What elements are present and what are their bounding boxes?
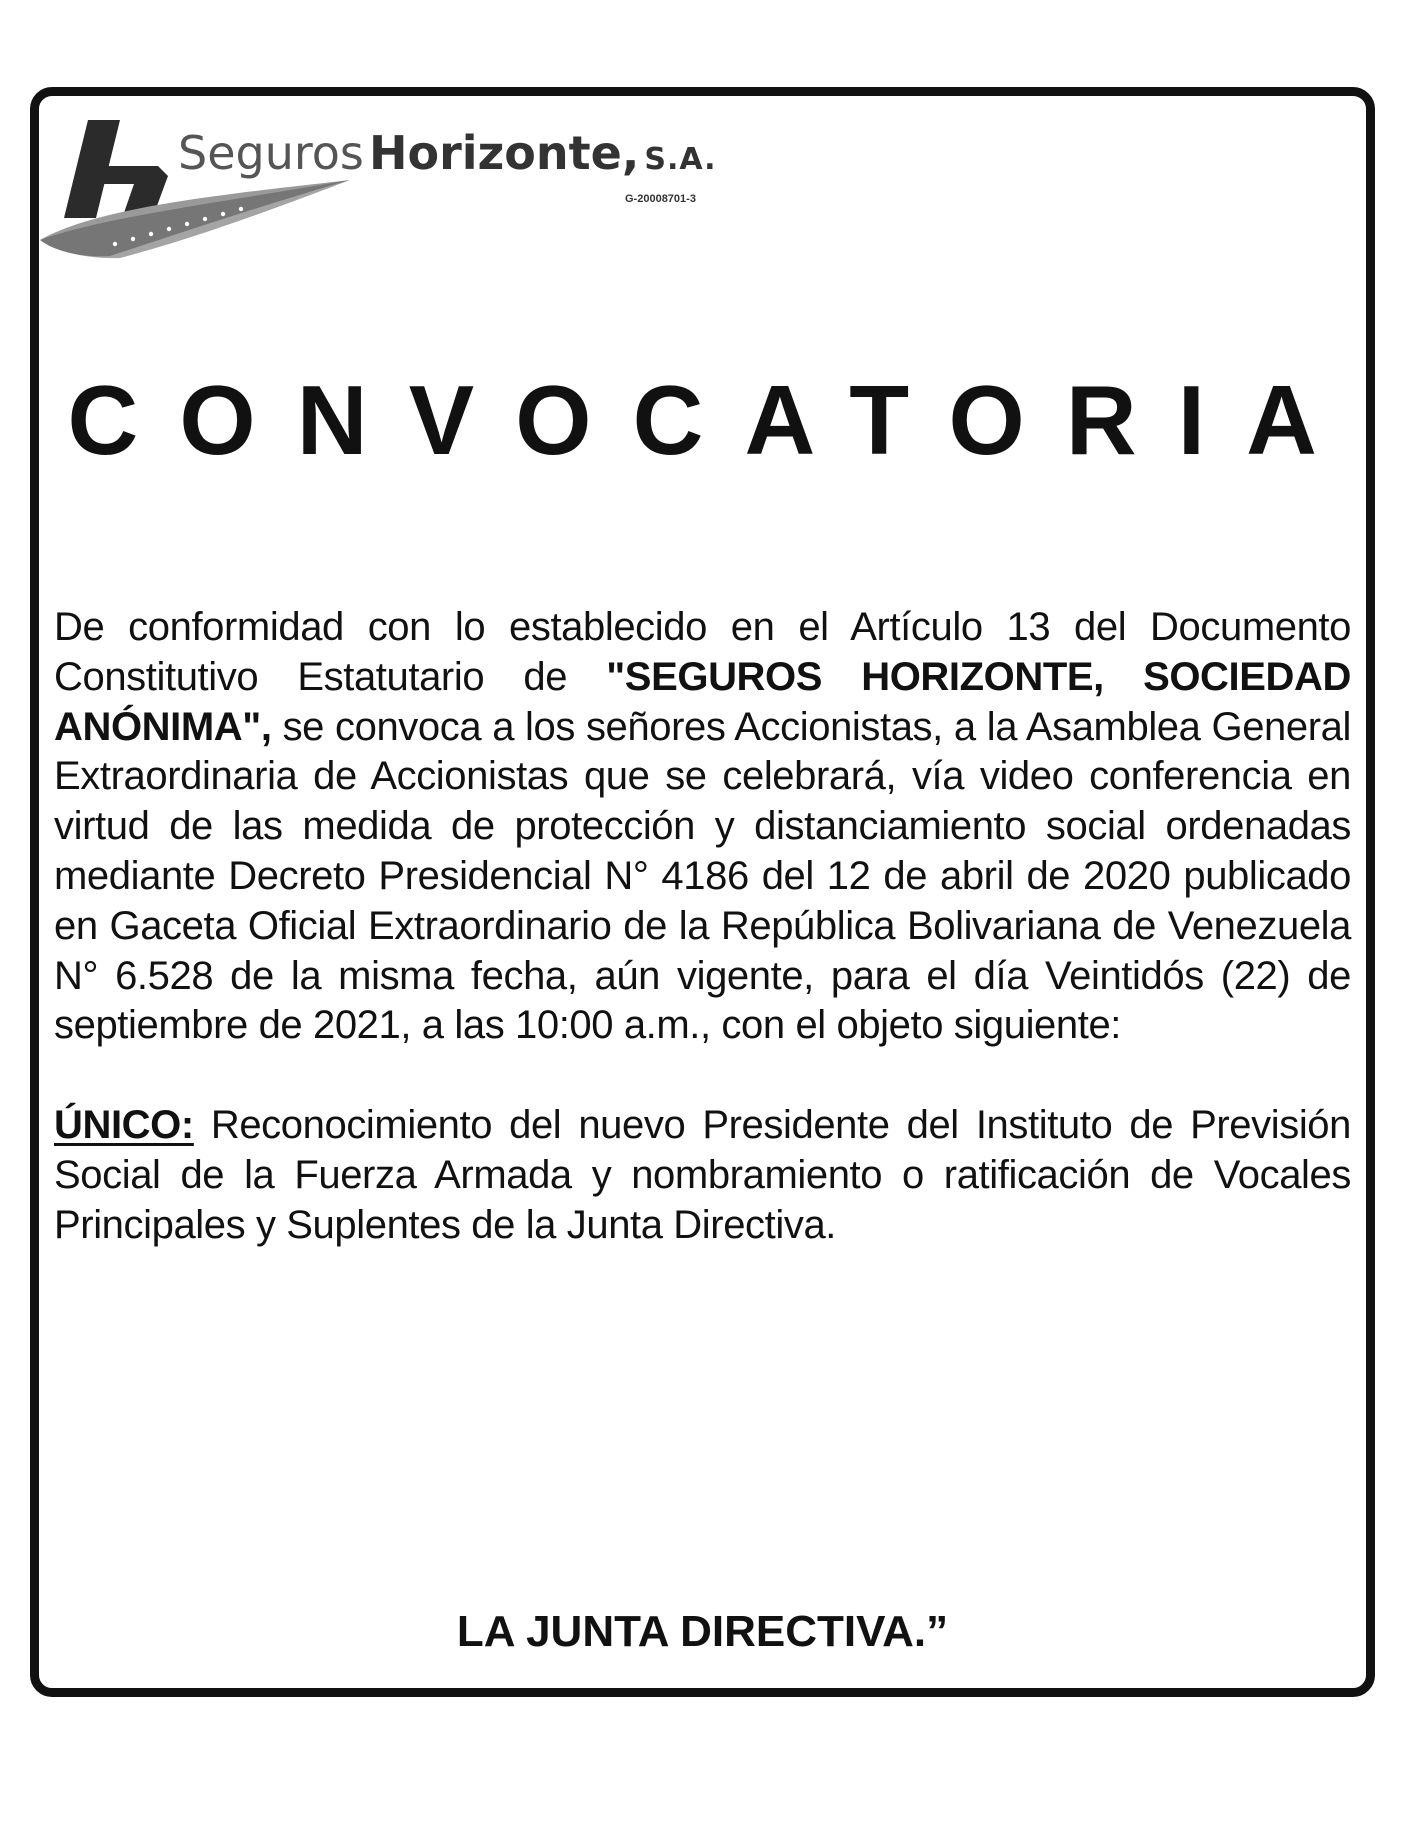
company-logo: [40, 118, 720, 268]
document-body: [54, 603, 1351, 1251]
document-title: CONVOCATORIA: [67, 365, 1359, 475]
paragraph-gap: [54, 1051, 1351, 1101]
convocation-paragraph: [54, 603, 1351, 1051]
agenda-label: ÚNICO:: [54, 1103, 194, 1148]
tax-id: G-20008701-3: [625, 193, 696, 205]
agenda-paragraph: [54, 1101, 1351, 1250]
signature: LA JUNTA DIRECTIVA.”: [456, 1607, 949, 1656]
brand-light-text: Seguros: [178, 126, 364, 180]
brand-bold-text: Horizonte,: [368, 126, 640, 180]
paragraph-details: se convoca a los señores Accionistas, a la Asamblea General Extraordinaria de Accionistas que se celebrará, vía video conferencia en virtud de las medida de protección y distanciamiento social ordenadas mediante Decreto Presidencial N° 4186 del 12 de abril de 2020 publicado en Gaceta Oficial Extraordinario de la República Bolivariana de Venezuela N° 6.528 de la misma fecha, aún vigente, para el día Veintidós (22) de septiembre de 2021, a las 10:00 a.m., con el objeto siguiente:: [54, 704, 1351, 1048]
company-legal-name: "SEGUROS HORIZONTE, SOCIEDAD ANÓNIMA",: [54, 654, 1351, 749]
agenda-text: Reconocimiento del nuevo Presidente del Instituto de Previsión Social de la Fuerza Armada y nombramiento o ratificación de Vocales Principales y Suplentes de la Junta Directiva.: [54, 1103, 1351, 1247]
paragraph-intro: De conformidad con lo establecido en el Artículo 13 del Documento Constitutivo Estatutario de: [54, 605, 1351, 699]
brand-suffix-text: S.A.: [644, 142, 717, 177]
company-name: [178, 126, 717, 180]
